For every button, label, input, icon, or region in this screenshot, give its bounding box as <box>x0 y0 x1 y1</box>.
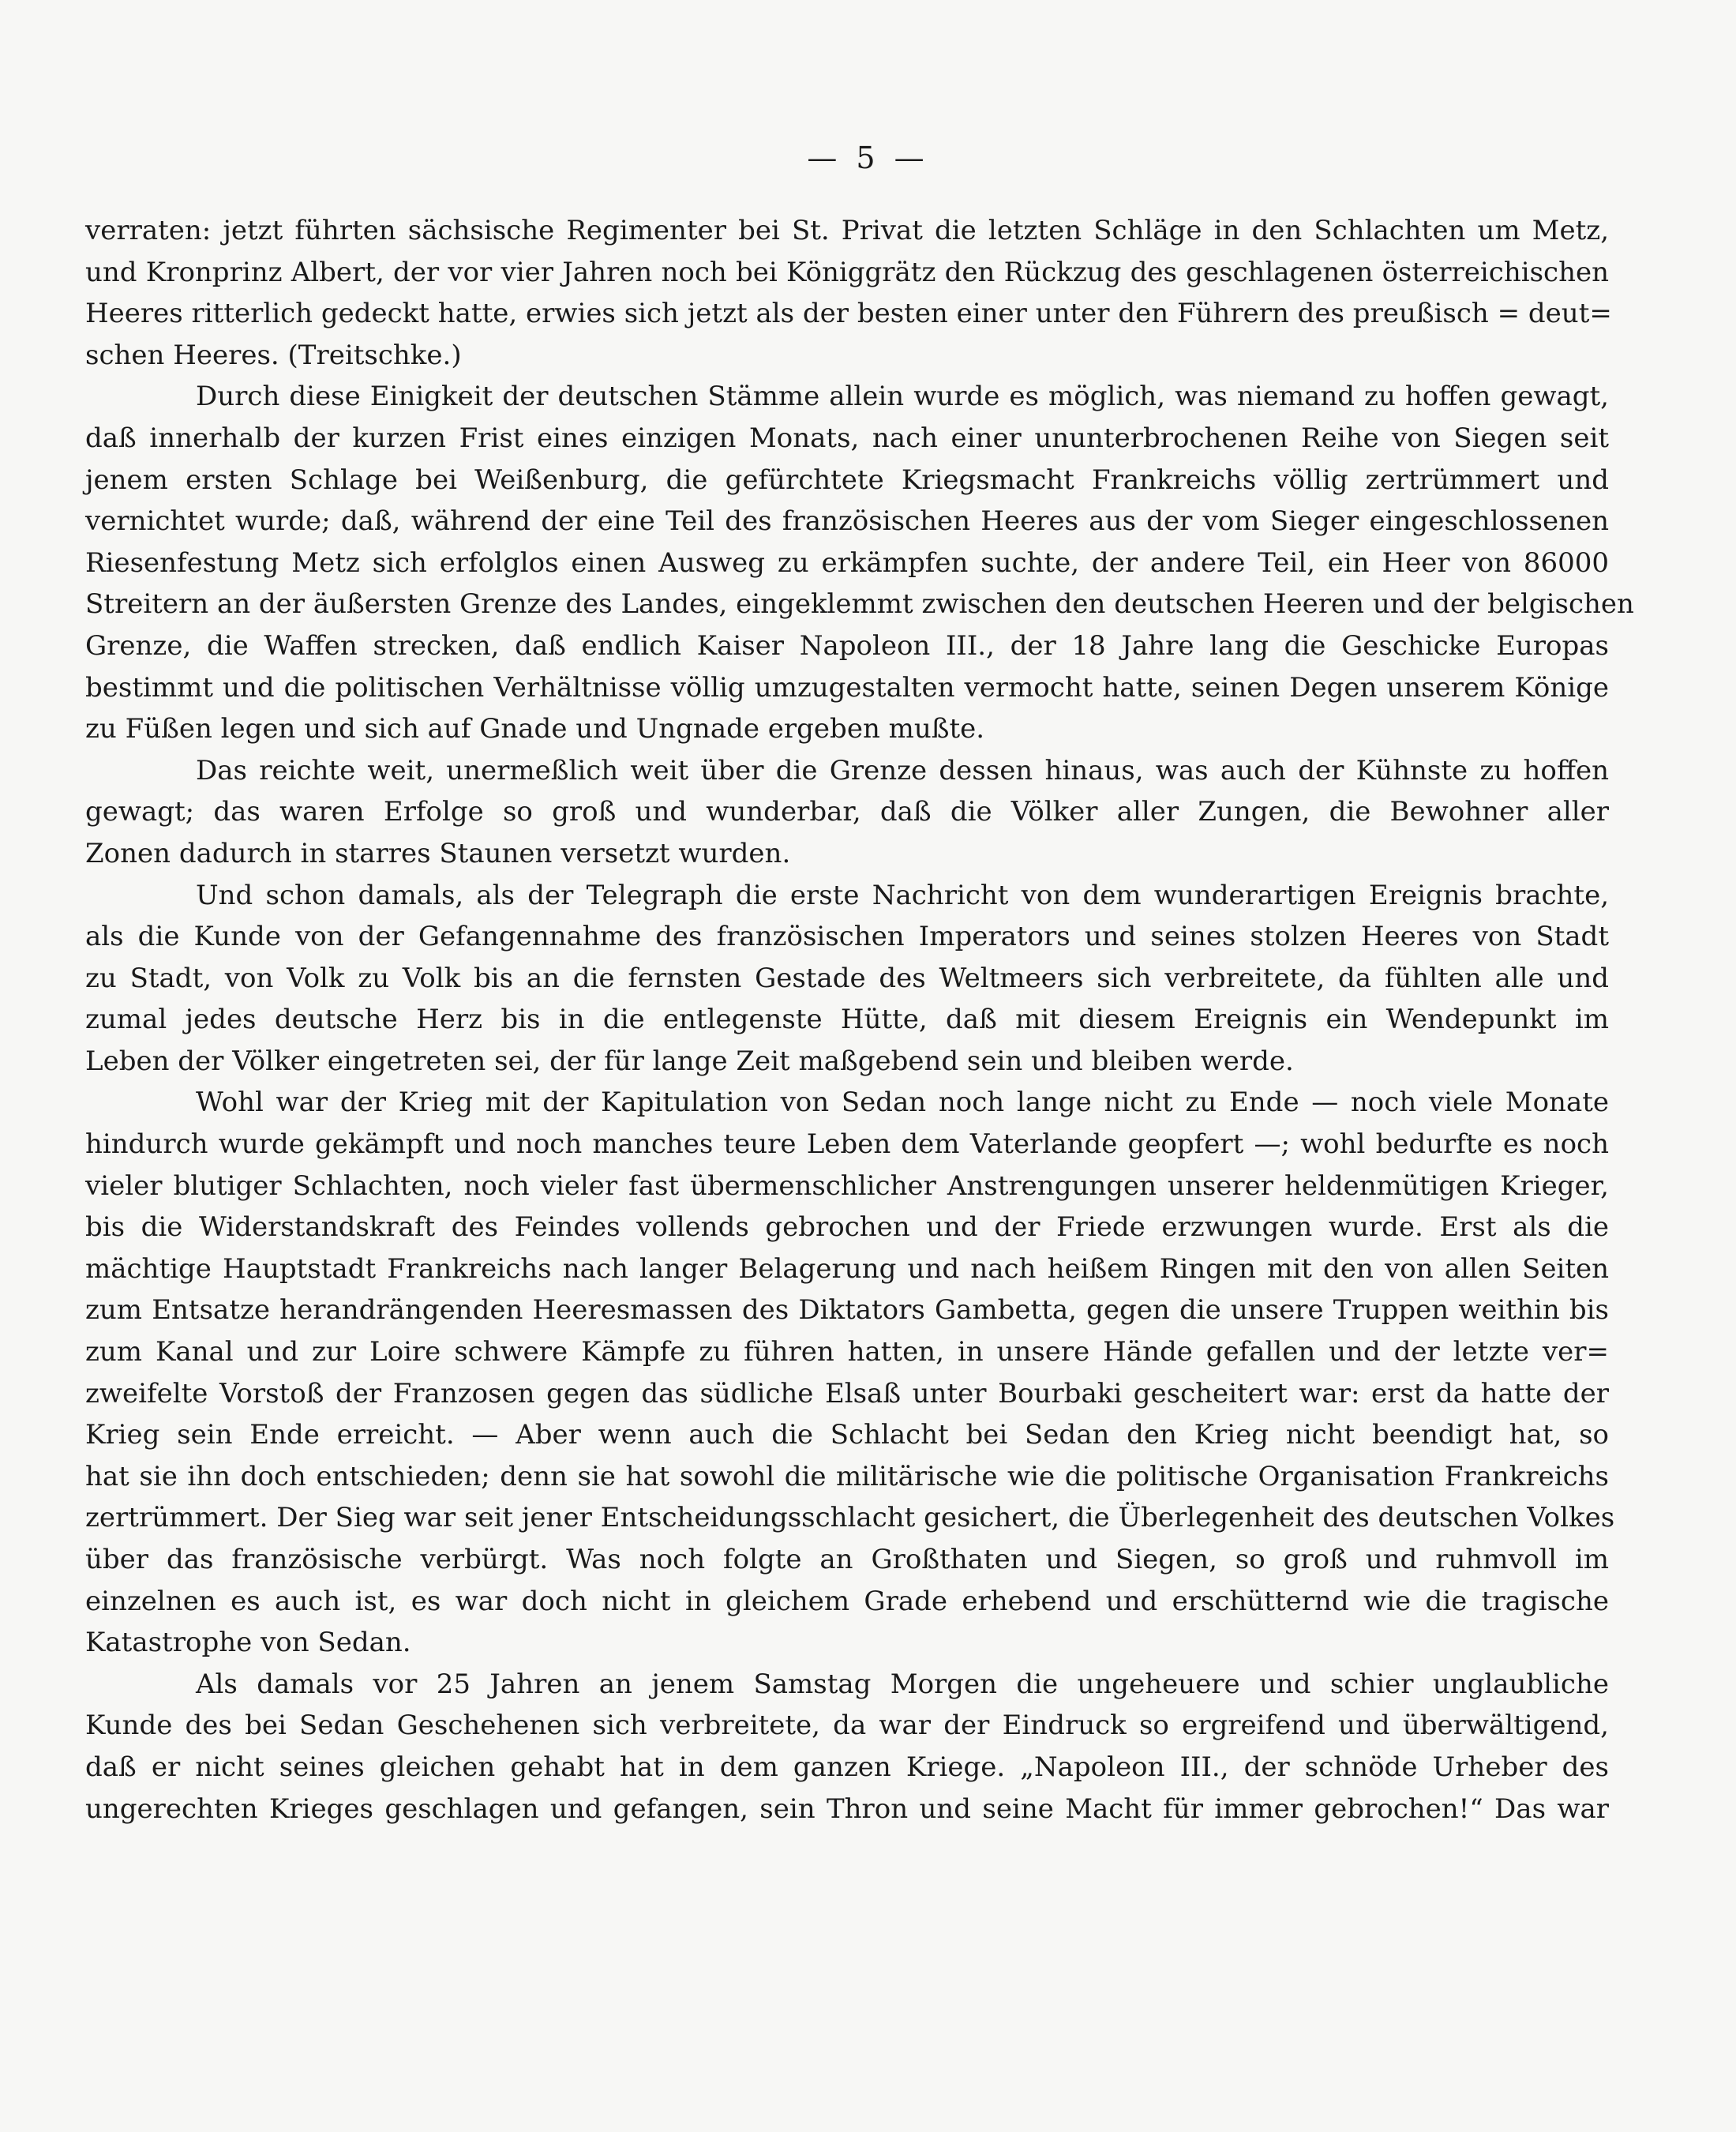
page-number: — 5 — <box>807 141 929 175</box>
text-line: mächtige Hauptstadt Frankreichs nach langer Belagerung und nach heißem Ringen mit den von allen Seiten <box>85 1252 1609 1285</box>
text-line: vieler blutiger Schlachten, noch vieler fast übermenschlicher Anstrengungen unserer heldenmütigen Krieger, <box>85 1169 1609 1202</box>
text-line: zweifelte Vorstoß der Franzosen gegen das südliche Elsaß unter Bourbaki gescheitert war: erst da hatte der <box>85 1377 1609 1409</box>
text-line: vernichtet wurde; daß, während der eine Teil des französischen Heeres aus der vom Sieger eingeschlossenen <box>85 505 1609 538</box>
text-line: einzelnen es auch ist, es war doch nicht in gleichem Grade erhebend und erschütternd wie die tragische <box>85 1585 1609 1617</box>
text-line: hindurch wurde gekämpft und noch manches teure Leben dem Vaterlande geopfert —; wohl bedurfte es noch <box>85 1128 1609 1161</box>
text-line: zu Stadt, von Volk zu Volk bis an die fernsten Gestade des Weltmeers sich verbreitete, da fühlten alle und <box>85 962 1609 994</box>
text-line: ungerechten Krieges geschlagen und gefangen, sein Thron und seine Macht für immer gebrochen!“ Das war <box>85 1792 1609 1825</box>
text-line: Streitern an der äußersten Grenze des Landes, eingeklemmt zwischen den deutschen Heeren und der belgischen <box>85 588 1634 621</box>
text-line: Durch diese Einigkeit der deutschen Stämme allein wurde es möglich, was niemand zu hoffen gewagt, <box>196 381 1609 413</box>
text-line: bis die Widerstandskraft des Feindes vollends gebrochen und der Friede erzwungen wurde. Erst als die <box>85 1211 1609 1244</box>
text-line: gewagt; das waren Erfolge so groß und wunderbar, daß die Völker aller Zungen, die Bewohner aller <box>85 796 1609 828</box>
text-line: zum Kanal und zur Loire schwere Kämpfe zu führen hatten, in unsere Hände gefallen und der letzte ver= <box>85 1336 1609 1368</box>
text-line: Als damals vor 25 Jahren an jenem Samstag Morgen die ungeheuere und schier unglaubliche <box>196 1668 1609 1700</box>
text-line: jenem ersten Schlage bei Weißenburg, die gefürchtete Kriegsmacht Frankreichs völlig zertrümmert und <box>85 464 1609 496</box>
text-line: schen Heeres. (Treitschke.) <box>85 339 462 371</box>
text-line: als die Kunde von der Gefangennahme des französischen Imperators und seines stolzen Heeres von Stadt <box>85 921 1609 953</box>
text-line: Leben der Völker eingetreten sei, der für lange Zeit maßgebend sein und bleiben werde. <box>85 1045 1294 1077</box>
text-line: Wohl war der Krieg mit der Kapitulation von Sedan noch lange nicht zu Ende — noch viele Monate <box>196 1087 1609 1119</box>
body-text <box>85 210 1634 1830</box>
text-line: und Kronprinz Albert, der vor vier Jahren noch bei Königgrätz den Rückzug des geschlagenen österreichischen <box>85 256 1609 288</box>
text-line: zu Füßen legen und sich auf Gnade und Ungnade ergeben mußte. <box>85 713 985 745</box>
text-line: Kunde des bei Sedan Geschehenen sich verbreitete, da war der Eindruck so ergreifend und überwältigend, <box>85 1710 1609 1742</box>
text-line: Zonen dadurch in starres Staunen versetzt wurden. <box>85 837 791 869</box>
text-line: zum Entsatze herandrängenden Heeresmassen des Diktators Gambetta, gegen die unsere Truppen weithin bis <box>85 1294 1609 1327</box>
text-line: zertrümmert. Der Sieg war seit jener Entscheidungsschlacht gesichert, die Überlegenheit des deutschen Volkes <box>85 1502 1615 1534</box>
text-line: Heeres ritterlich gedeckt hatte, erwies sich jetzt als der besten einer unter den Führern des preußisch = deut= <box>85 298 1612 330</box>
text-line: über das französische verbürgt. Was noch folgte an Großthaten und Siegen, so groß und ruhmvoll im <box>85 1544 1609 1575</box>
text-line: Riesenfestung Metz sich erfolglos einen Ausweg zu erkämpfen suchte, der andere Teil, ein Heer von 86000 <box>85 546 1609 579</box>
text-line: Das reichte weit, unermeßlich weit über die Grenze dessen hinaus, was auch der Kühnste zu hoffen <box>196 754 1609 786</box>
text-line: zumal jedes deutsche Herz bis in die entlegenste Hütte, daß mit diesem Ereignis ein Wendepunkt im <box>85 1004 1609 1036</box>
text-line: hat sie ihn doch entschieden; denn sie hat sowohl die militärische wie die politische Organisation Frankreichs <box>85 1460 1609 1492</box>
text-line: Grenze, die Waffen strecken, daß endlich Kaiser Napoleon III., der 18 Jahre lang die Geschicke Europas <box>85 629 1609 662</box>
text-line: bestimmt und die politischen Verhältnisse völlig umzugestalten vermocht hatte, seinen Degen unserem Könige <box>85 671 1609 704</box>
text-line: verraten: jetzt führten sächsische Regimenter bei St. Privat die letzten Schläge in den Schlachten um Metz, <box>85 215 1609 246</box>
text-line: Katastrophe von Sedan. <box>85 1627 411 1659</box>
text-line: daß er nicht seines gleichen gehabt hat in dem ganzen Kriege. „Napoleon III., der schnöde Urheber des <box>85 1751 1609 1783</box>
text-line: Krieg sein Ende erreicht. — Aber wenn auch die Schlacht bei Sedan den Krieg nicht beendigt hat, so <box>85 1419 1609 1451</box>
text-line: Und schon damals, als der Telegraph die erste Nachricht von dem wunderartigen Ereignis brachte, <box>196 879 1609 911</box>
text-line: daß innerhalb der kurzen Frist eines einzigen Monats, nach einer ununterbrochenen Reihe von Siegen seit <box>85 422 1609 454</box>
